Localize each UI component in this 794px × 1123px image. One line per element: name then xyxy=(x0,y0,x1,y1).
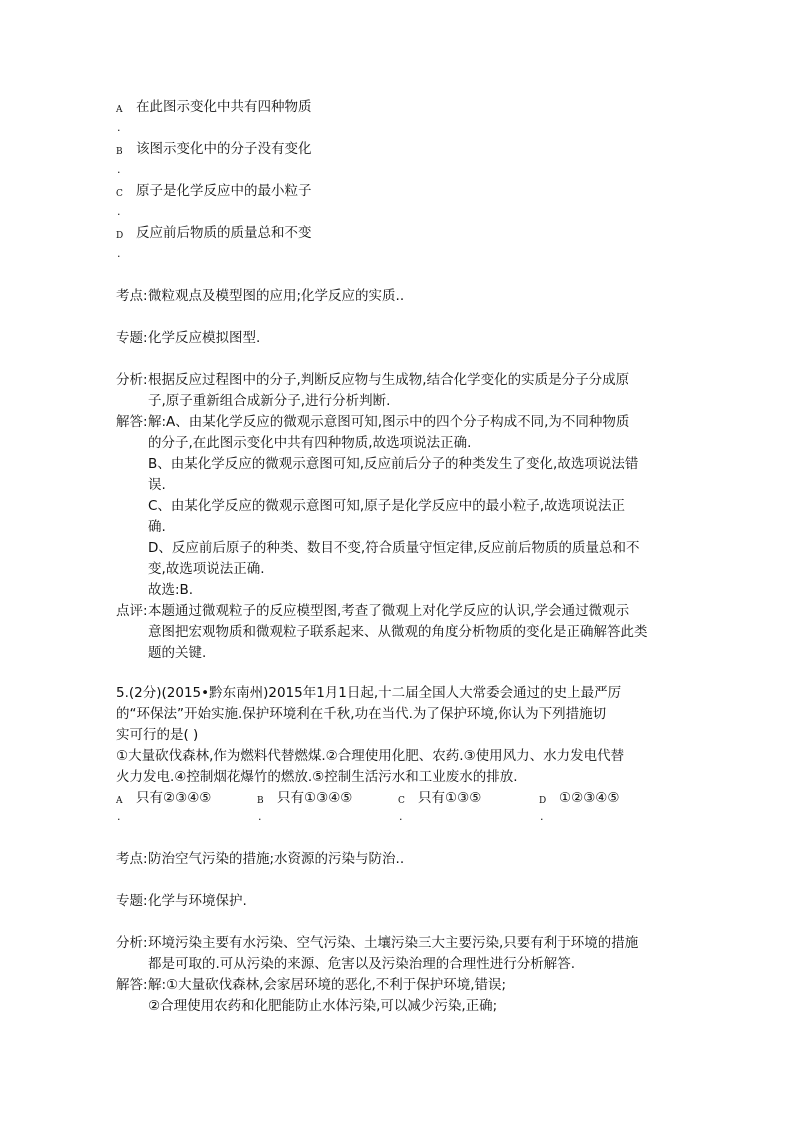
option-letter: C xyxy=(398,796,405,806)
zhuanti-label: 专题: xyxy=(116,893,148,909)
option-dot: . xyxy=(117,810,121,823)
stem-line: 5.(2分)(2015•黔东南州)2015年1月1日起,十二届全国人大常委会通过的史上最严厉 xyxy=(116,685,622,701)
option-text: 在此图示变化中共有四种物质 xyxy=(136,99,312,115)
jieda-line: B、由某化学反应的微观示意图可知,反应前后分子的种类发生了变化,故选项说法错 xyxy=(148,456,639,472)
option-letter: A xyxy=(116,105,123,115)
option-letter: C xyxy=(116,189,123,199)
option-text: 反应前后物质的质量总和不变 xyxy=(136,225,312,241)
option-text: 只有①③④⑤ xyxy=(277,790,353,806)
option-dot: . xyxy=(399,810,403,823)
fenxi-line: 根据反应过程图中的分子,判断反应物与生成物,结合化学变化的实质是分子分成原 xyxy=(148,372,630,388)
option-dot: . xyxy=(258,810,262,823)
stem-line: 的“环保法”开始实施.保护环境利在千秋,功在当代.为了保护环境,你认为下列措施切 xyxy=(116,706,607,722)
option-letter: B xyxy=(257,796,264,806)
jieda-line: 解:①大量砍伐森林,会家居环境的恶化,不利于保护环境,错误; xyxy=(148,977,507,993)
zhuanti-text: 化学与环境保护. xyxy=(148,893,247,909)
jieda-label: 解答: xyxy=(116,414,148,430)
option-letter: D xyxy=(539,796,547,806)
zhuanti-text: 化学反应模拟图型. xyxy=(148,330,261,346)
option-dot: . xyxy=(540,810,544,823)
kaodian-text: 防治空气污染的措施;水资源的污染与防治.. xyxy=(148,851,405,867)
jieda-line: ②合理使用农药和化肥能防止水体污染,可以减少污染,正确; xyxy=(148,998,498,1014)
kaodian-label: 考点: xyxy=(116,851,148,867)
stem-line: 实可行的是( ) xyxy=(116,727,199,743)
zhuanti-label: 专题: xyxy=(116,330,148,346)
dianping-line: 本题通过微观粒子的反应模型图,考查了微观上对化学反应的认识,学会通过微观示 xyxy=(148,603,630,619)
jieda-line: D、反应前后原子的种类、数目不变,符合质量守恒定律,反应前后物质的质量总和不 xyxy=(148,540,640,556)
jieda-line: 变,故选项说法正确. xyxy=(148,561,265,577)
option-letter: B xyxy=(116,147,123,157)
jieda-line: 误. xyxy=(148,477,166,493)
option-text: ①②③④⑤ xyxy=(559,790,620,806)
jieda-line: 的分子,在此图示变化中共有四种物质,故选项说法正确. xyxy=(148,435,472,451)
option-text: 只有①③⑤ xyxy=(418,790,482,806)
kaodian-text: 微粒观点及模型图的应用;化学反应的实质.. xyxy=(148,288,405,304)
jieda-line: 故选:B. xyxy=(148,582,194,598)
option-dot: . xyxy=(117,121,121,134)
option-text: 该图示变化中的分子没有变化 xyxy=(136,141,312,157)
option-dot: . xyxy=(117,247,121,260)
jieda-line: C、由某化学反应的微观示意图可知,原子是化学反应中的最小粒子,故选项说法正 xyxy=(148,498,626,514)
dianping-line: 意图把宏观物质和微观粒子联系起来、从微观的角度分析物质的变化是正确解答此类 xyxy=(148,624,648,640)
kaodian-label: 考点: xyxy=(116,288,148,304)
jieda-line: 确. xyxy=(148,519,166,535)
option-dot: . xyxy=(117,163,121,176)
stem-line: 火力发电.④控制烟花爆竹的燃放.⑤控制生活污水和工业废水的排放. xyxy=(116,769,518,785)
dianping-label: 点评: xyxy=(116,603,148,619)
fenxi-label: 分析: xyxy=(116,372,148,388)
fenxi-label: 分析: xyxy=(116,935,148,951)
fenxi-line: 环境污染主要有水污染、空气污染、土壤污染三大主要污染,只要有利于环境的措施 xyxy=(148,935,639,951)
jieda-line: 解:A、由某化学反应的微观示意图可知,图示中的四个分子构成不同,为不同种物质 xyxy=(148,414,630,430)
fenxi-line: 都是可取的.可从污染的来源、危害以及污染治理的合理性进行分析解答. xyxy=(148,956,576,972)
option-text: 原子是化学反应中的最小粒子 xyxy=(136,183,312,199)
jieda-label: 解答: xyxy=(116,977,148,993)
fenxi-line: 子,原子重新组合成新分子,进行分析判断. xyxy=(148,393,391,409)
dianping-line: 题的关键. xyxy=(148,645,207,661)
option-letter: D xyxy=(116,231,124,241)
option-letter: A xyxy=(116,796,123,806)
option-text: 只有②③④⑤ xyxy=(136,790,212,806)
option-dot: . xyxy=(117,205,121,218)
stem-line: ①大量砍伐森林,作为燃料代替燃煤.②合理使用化肥、农药.③使用风力、水力发电代替 xyxy=(116,748,625,764)
